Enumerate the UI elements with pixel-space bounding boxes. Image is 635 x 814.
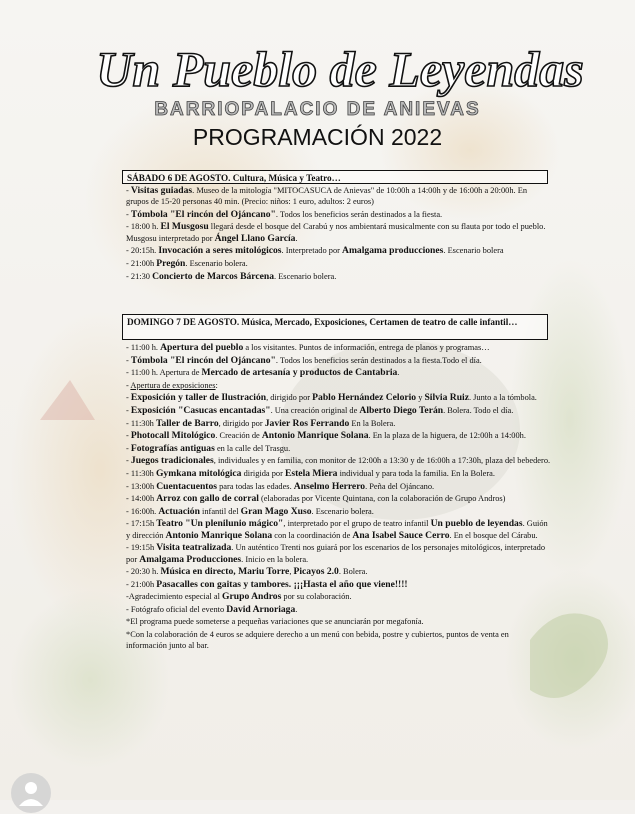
program-item: - 11:00 h. Apertura del pueblo a los visitantes. Puntos de información, entrega de planos y programas… (126, 342, 490, 353)
day1-list (126, 185, 551, 283)
logo-lettering (96, 30, 584, 102)
program-item: - Visitas guiadas. Museo de la mitología "MITOCASUCA de Anievas" de 10:00h a 14:00h y de 16:00h a 20:00h. En grupos de 15-20 personas 40 min. (Precio: niños: 1 euro, adultos: 2 euros) (126, 185, 528, 207)
program-item: - 20:30 h. Música en directo, Mariu Torre, Picayos 2.0. Bolera. (126, 566, 368, 578)
program-item: - 13:00h Cuentacuentos para todas las edades. Anselmo Herrero. Peña del Ojáncano. (126, 480, 435, 492)
program-item: - 18:00 h. El Musgosu llegará desde el bosque del Carabú y nos ambientará musicalmente con su flauta por todo el pueblo. Musgosu interpretado por Ángel Llano García. (126, 221, 546, 244)
watermark-icon (10, 772, 52, 814)
program-item: - 11:30h Taller de Barro, dirigido por Javier Ros Ferrando En la Bolera. (126, 417, 396, 429)
program-item: - Exposición "Casucas encantadas". Una creación original de Alberto Diego Terán. Bolera. Todo el día. (126, 404, 514, 416)
program-item: - 21:00h Pregón. Escenario bolera. (126, 257, 248, 269)
program-item: -Agradecimiento especial al Grupo Andros por su colaboración. (126, 591, 352, 603)
day2-heading: DOMINGO 7 DE AGOSTO. Música, Mercado, Exposiciones, Certamen de teatro de calle infantil… (122, 314, 548, 340)
program-item: - 11:00 h. Apertura de Mercado de artesanía y productos de Cantabria. (126, 367, 400, 379)
program-item: - Fotógrafo oficial del evento David Arnoriaga. (126, 603, 298, 615)
svg-text:Un Pueblo de Leyendas: Un Pueblo de Leyendas (96, 41, 584, 97)
program-item: - 14:00h Arroz con gallo de corral (elaboradas por Vicente Quintana, con la colaboración de Grupo Andros) (126, 493, 506, 505)
program-item: - 19:15h Visita teatralizada. Un auténtico Trenti nos guiará por los escenarios de los personajes mitológicos, interpretado por Amalgama Producciones. Inicio en la bolera. (126, 542, 546, 565)
program-item: - 20:15h. Invocación a seres mitológicos. Interpretado por Amalgama producciones. Escenario bolera (126, 245, 504, 257)
program-item: - Juegos tradicionales, individuales y en familia, con monitor de 12:00h a 13:30 y de 16:00h a 17:30h, plaza del bebedero. (126, 455, 551, 467)
footnote: *Con la colaboración de 4 euros se adquiere derecho a un menú con bebida, postre y cubiertos, puntos de venta en información junto al bar. (126, 630, 509, 651)
program-item: - 21:00h Pasacalles con gaitas y tambores. ¡¡¡Hasta el año que viene!!!! (126, 578, 408, 590)
day2-list (126, 342, 551, 653)
program-title: PROGRAMACIÓN 2022 (192, 124, 443, 150)
program-item: - 21:30 Concierto de Marcos Bárcena. Escenario bolera. (126, 270, 337, 282)
program-item: - Exposición y taller de Ilustración, dirigido por Pablo Hernández Celorio y Silvia Ruiz. Junto a la tómbola. (126, 392, 537, 404)
program-item: - Fotografías antiguas en la calle del Trasgu. (126, 442, 291, 454)
program-item: - Apertura de exposiciones: (126, 380, 218, 390)
program-item: - Tómbola "El rincón del Ojáncano". Todos los beneficios serán destinados a la fiesta.Todo el día. (126, 354, 482, 366)
program-item: - Tómbola "El rincón del Ojáncano". Todos los beneficios serán destinados a la fiesta. (126, 208, 443, 220)
program-item: - 17:15h Teatro "Un plenilunio mágico", interpretado por el grupo de teatro infantil Un pueblo de leyendas. Guión y dirección Antonio Manrique Solana con la coordinación de Ana Isabel Sauce Cerro. En el bosque del Cárabu. (126, 518, 548, 541)
program-item: - 16:00h. Actuación infantil del Gran Mago Xuso. Escenario bolera. (126, 505, 374, 517)
village-title: BARRIOPALACIO DE ANIEVAS (154, 99, 481, 120)
day1-heading: SÁBADO 6 DE AGOSTO. Cultura, Música y Teatro… (122, 170, 548, 184)
program-item: - 11:30h Gymkana mitológica dirigida por Estela Miera individual y para toda la familia. En la Bolera. (126, 467, 495, 479)
footnote: *El programa puede someterse a pequeñas variaciones que se anunciarán por megafonía. (126, 617, 424, 627)
program-item: - Photocall Mitológico. Creación de Antonio Manrique Solana. En la plaza de la higuera, de 12:00h a 14:00h. (126, 430, 526, 442)
